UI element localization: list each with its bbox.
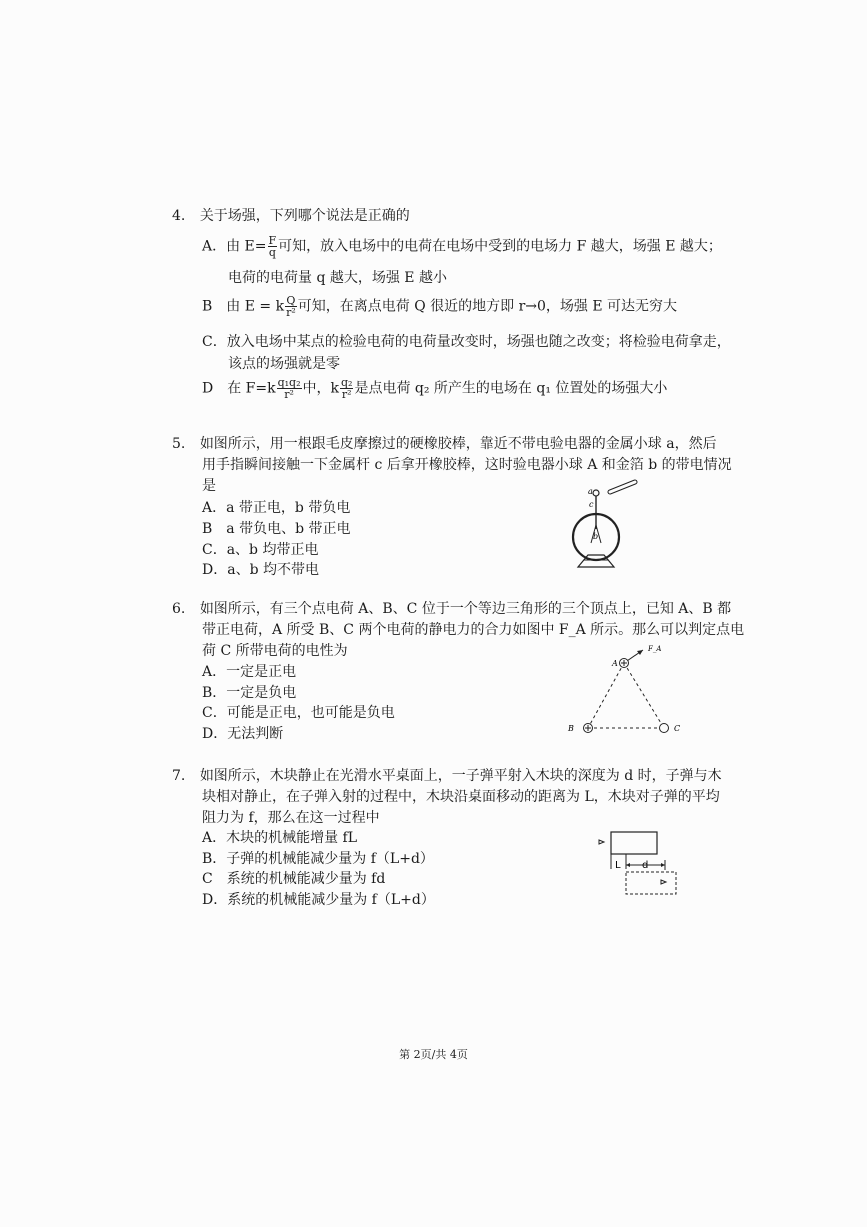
label-b: B <box>568 724 574 733</box>
question-line: 块相对静止，在子弹入射的过程中，木块沿桌面移动的距离为 L，木块对子弹的平均 <box>202 789 720 805</box>
option-d: D．无法判断 <box>202 726 284 742</box>
question-line: 阻力为 f，那么在这一过程中 <box>202 810 380 826</box>
fraction: $\frac{Q}{\text{r²}}$ <box>286 294 296 319</box>
bullet-icon <box>661 880 666 884</box>
option-b: B 由 E = k $\frac{Q}{\text{r²}}$ 可知，在离点电荷 Q 很近的地方即 r→0，场强 E 可达无穷大 <box>202 294 678 319</box>
triangle-charges-figure <box>560 640 690 740</box>
triangle-side <box>588 663 624 728</box>
force-arrowhead <box>637 650 643 655</box>
fraction: $\frac{\text{q₂}}{\text{r²}}$ <box>341 376 353 401</box>
question-line: 是 <box>202 478 216 494</box>
option-b: B．一定是负电 <box>202 685 297 701</box>
charge-c <box>660 724 669 733</box>
option-b: B．子弹的机械能减少量为 f（L+d） <box>202 851 434 867</box>
wooden-block <box>611 832 657 854</box>
bullet-block-figure <box>595 828 685 900</box>
option-a: A．a 带正电，b 带负电 <box>202 500 351 516</box>
question-line: 用手指瞬间接触一下金属杆 c 后拿开橡胶棒，这时验电器小球 A 和金箔 b 的带电情况 <box>202 457 732 473</box>
option-d: D．a、b 均不带电 <box>202 562 319 578</box>
question-number: 5. <box>172 436 186 452</box>
question-number: 7. <box>172 768 186 784</box>
option-a: A．一定是正电 <box>202 664 297 680</box>
block-final-position <box>626 872 676 894</box>
question-number: 6. <box>172 601 186 617</box>
option-a-cont: 电荷的电荷量 q 越大，场强 E 越小 <box>228 270 447 286</box>
label-c: c <box>589 500 594 509</box>
electroscope-figure <box>560 475 650 580</box>
question-line: 如图所示，有三个点电荷 A、B、C 位于一个等边三角形的三个顶点上，已知 A、B 都 <box>199 601 732 617</box>
triangle-side <box>624 663 664 728</box>
option-a: A．由 E= $\frac{F}{q}$ 可知，放入电场中的电荷在电场中受到的电场力 F 越大，场强 E 越大； <box>202 234 722 259</box>
bullet-icon <box>599 840 604 844</box>
question-line: 如图所示，木块静止在光滑水平桌面上，一子弹平射入木块的深度为 d 时，子弹与木 <box>199 768 722 784</box>
option-d: D．系统的机械能减少量为 f（L+d） <box>202 892 435 908</box>
label-force: F_A <box>648 645 662 653</box>
label-l: L <box>615 860 621 871</box>
question-line: 如图所示，用一根跟毛皮摩擦过的硬橡胶棒，靠近不带电验电器的金属小球 a，然后 <box>199 436 717 452</box>
metal-ball <box>593 490 599 496</box>
label-d: d <box>642 860 649 871</box>
question-line: 荷 C 所带电荷的电性为 <box>202 643 348 659</box>
option-c: C．可能是正电，也可能是负电 <box>202 705 395 721</box>
option-a: A．木块的机械能增量 fL <box>202 830 358 846</box>
fraction: $\frac{\text{q₁q₂}}{\text{r²}}$ <box>277 376 301 401</box>
question-number: 4. <box>172 208 186 224</box>
label-a: a <box>588 487 593 496</box>
option-c: C．a、b 均带正电 <box>202 542 319 558</box>
label-b: b <box>593 532 599 541</box>
option-c: C．放入电场中某点的检验电荷的电荷量改变时，场强也随之改变；将检验电荷拿走， <box>202 334 731 350</box>
label-c: C <box>674 724 681 733</box>
option-c-cont: 该点的场强就是零 <box>228 356 340 372</box>
fraction: $\frac{F}{q}$ <box>268 234 277 259</box>
question-line: 带正电荷，A 所受 B、C 两个电荷的静电力的合力如图中 F_A 所示。那么可以判定点电 <box>202 622 745 638</box>
option-c: C 系统的机械能减少量为 fd <box>202 871 386 887</box>
option-d: D 在 F=k $\frac{\text{q₁q₂}}{\text{r²}}$ 中，k $\frac{\text{q₂}}{\text{r²}}$ 是点电荷 q₂ 所产生的电场在 q₁ 位置处的场强大小 <box>202 376 668 401</box>
label-a: A <box>612 659 618 668</box>
question-stem: 关于场强，下列哪个说法是正确的 <box>199 208 410 224</box>
option-b: B a 带负电、b 带正电 <box>202 521 351 537</box>
page-footer: 第 2页/共 4页 <box>399 1048 468 1061</box>
